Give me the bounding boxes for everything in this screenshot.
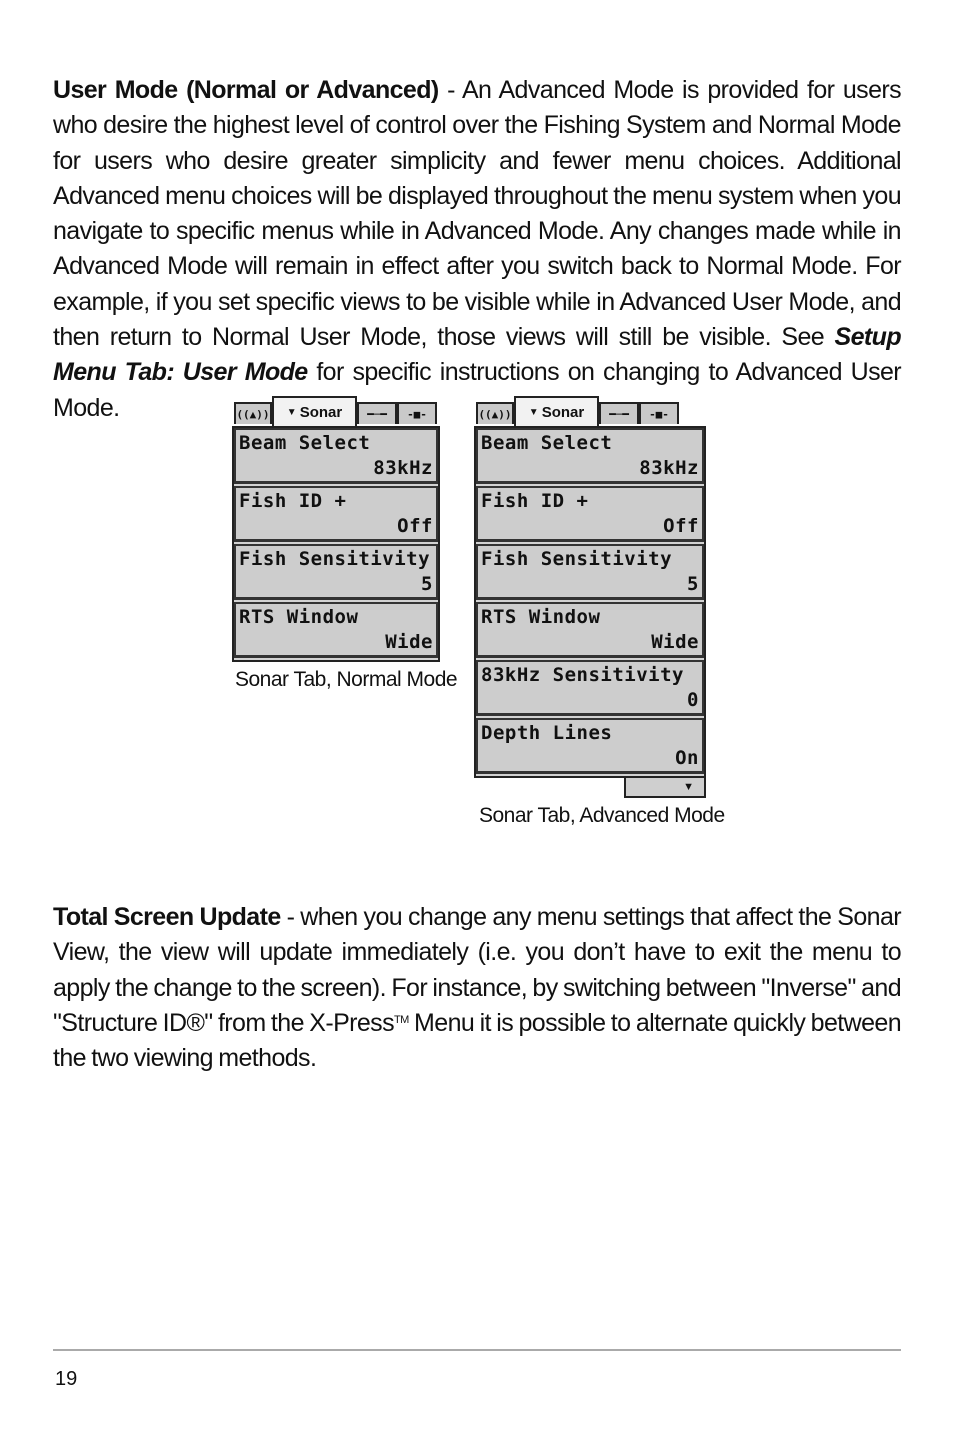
total-screen-update-paragraph [53, 900, 901, 1076]
footer-rule [53, 1349, 901, 1351]
normal-mode-caption: Sonar Tab, Normal Mode [235, 668, 458, 691]
alarms-tab[interactable] [476, 402, 514, 424]
update-body-1: - when you change any menu settings that affect the Sonar View, the view will update immediately (i.e. you don’t have to exit the menu to apply the change to the screen). For instance, by switching between "Inverse" and "Structure ID®" from the X-Press [53, 903, 902, 1037]
accessories-tab[interactable] [639, 402, 679, 424]
menu-item[interactable] [476, 486, 704, 542]
sonar-beam-icon: ▼ [286, 406, 297, 418]
sonar-tab-advanced-screen [474, 396, 706, 798]
menu-item[interactable] [476, 544, 704, 600]
alarm-bell-icon: ((▲)) [478, 407, 512, 421]
sonar-tab-normal-screen [232, 396, 440, 662]
menu-item-label: Fish ID + [481, 490, 589, 512]
menu-item[interactable] [234, 486, 438, 542]
trademark-mark: TM [393, 1013, 409, 1026]
sonar-menu-list [474, 426, 706, 778]
advanced-mode-caption: Sonar Tab, Advanced Mode [479, 804, 725, 827]
menu-item-value: Off [663, 515, 699, 537]
menu-item-value: On [675, 747, 699, 769]
menu-tab-bar [474, 396, 706, 426]
sonar-beam-icon: ▼ [528, 406, 539, 418]
menu-item-label: RTS Window [239, 606, 359, 628]
user-mode-body-1: - An Advanced Mode is provided for users who desire the highest level of control over the Fishing System and Normal Mode for users who desire greater simplicity and fewer menu choices. Additional Advanced menu choices will be displayed throughout the menu system when you navigate to specific menus while in Advanced Mode. Any changes made while in Advanced Mode will remain in effect after you switch back to Normal Mode. For example, if you set specific views to be visible while in Advanced User Mode, and then return to Normal User Mode, those views will still be visible. See [53, 76, 901, 352]
total-screen-update-heading: Total Screen Update [53, 903, 281, 931]
setup-menu-reference: Setup Menu Tab: User Mode [53, 323, 901, 387]
setup-tab[interactable] [357, 402, 397, 424]
connector-icon: -■- [407, 407, 427, 421]
menu-item-value: Wide [651, 631, 699, 653]
update-body-2: Menu it is possible to alternate quickly between the two viewing methods. [53, 1008, 901, 1073]
menu-item[interactable] [234, 428, 438, 484]
menu-item-label: Beam Select [481, 432, 613, 454]
menu-item[interactable] [476, 718, 704, 774]
menu-item[interactable] [476, 660, 704, 716]
user-mode-body-2: for specific instructions on changing to Advanced User Mode. [53, 358, 901, 422]
menu-item-value: Wide [385, 631, 433, 653]
user-mode-heading: User Mode (Normal or Advanced) [53, 76, 439, 104]
menu-item[interactable] [234, 544, 438, 600]
sonar-tab-label: Sonar [541, 403, 585, 421]
alarm-bell-icon: ((▲)) [236, 407, 270, 421]
menu-item-label: RTS Window [481, 606, 601, 628]
menu-item-label: Depth Lines [481, 722, 613, 744]
menu-item-label: Fish Sensitivity [239, 548, 431, 570]
menu-item-value: 5 [687, 573, 699, 595]
menu-item-value: Off [397, 515, 433, 537]
menu-item-label: Fish Sensitivity [481, 548, 673, 570]
menu-item[interactable] [234, 602, 438, 658]
menu-item-value: 5 [421, 573, 433, 595]
wrench-icon: ━─━ [609, 407, 629, 421]
menu-item[interactable] [476, 602, 704, 658]
sonar-tab-label: Sonar [299, 403, 343, 421]
scroll-down-indicator[interactable] [624, 778, 706, 798]
sonar-tab[interactable] [514, 396, 599, 426]
sonar-menu-list [232, 426, 440, 662]
menu-tab-bar [232, 396, 440, 426]
accessories-tab[interactable] [397, 402, 437, 424]
page-number: 19 [55, 1368, 78, 1390]
user-mode-paragraph [53, 73, 901, 426]
alarms-tab[interactable] [234, 402, 272, 424]
chevron-down-icon: ▼ [683, 781, 694, 793]
menu-item-label: 83kHz Sensitivity [481, 664, 684, 686]
menu-item-value: 83kHz [639, 457, 699, 479]
menu-item-label: Fish ID + [239, 490, 347, 512]
connector-icon: -■- [649, 407, 669, 421]
menu-item[interactable] [476, 428, 704, 484]
menu-item-value: 83kHz [373, 457, 433, 479]
menu-item-label: Beam Select [239, 432, 371, 454]
setup-tab[interactable] [599, 402, 639, 424]
wrench-icon: ━─━ [367, 407, 387, 421]
sonar-tab[interactable] [272, 396, 357, 426]
menu-item-value: 0 [687, 689, 699, 711]
